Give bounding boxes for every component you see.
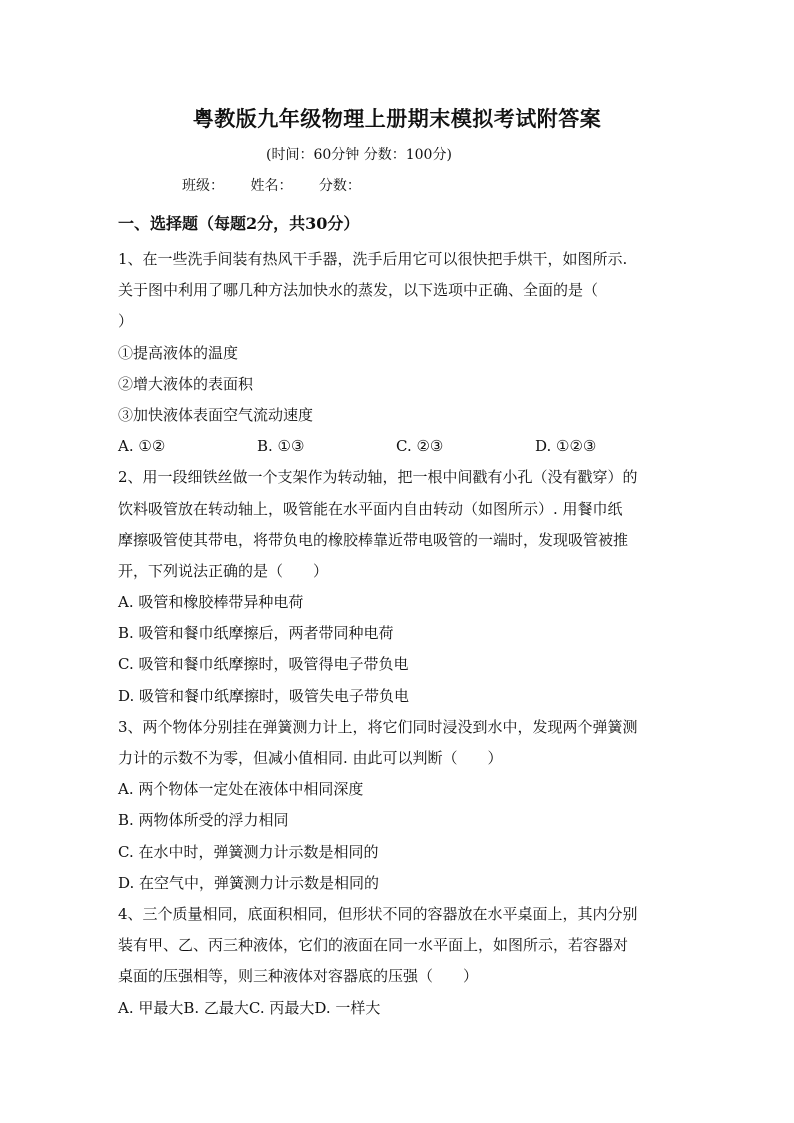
option-c: C. 吸管和餐巾纸摩擦时，吸管得电子带负电 (118, 655, 409, 674)
question-1-item: ①提高液体的温度 (118, 343, 239, 362)
option-c: C. ②③ (396, 437, 444, 456)
question-4-options: A. 甲最大B. 乙最大C. 丙最大D. 一样大 (118, 998, 381, 1017)
section-heading: 一、选择题（每题2分，共30分） (118, 214, 360, 233)
option-b: B. 两物体所受的浮力相同 (118, 811, 289, 830)
question-3-line: 力计的示数不为零，但减小值相同. 由此可以判断（ ） (118, 749, 503, 767)
question-2-line: 饮料吸管放在转动轴上，吸管能在水平面内自由转动（如图所示）. 用餐巾纸 (118, 499, 623, 518)
question-1-line: 1、在一些洗手间装有热风干手器，洗手后用它可以很快把手烘干，如图所示. (118, 250, 628, 268)
option-b: B. ①③ (257, 437, 305, 456)
question-1-options (118, 431, 678, 462)
student-info-row (182, 175, 383, 195)
page-title: 粤教版九年级物理上册期末模拟考试附答案 (192, 106, 602, 131)
question-1-line: ） (118, 312, 134, 331)
class-label: 班级： (182, 178, 224, 194)
question-2-line: 开，下列说法正确的是（ ） (118, 561, 329, 580)
option-d: D. 在空气中，弹簧测力计示数是相同的 (118, 873, 380, 892)
question-4-line: 桌面的压强相等，则三种液体对容器底的压强（ ） (118, 967, 479, 986)
option-d: D. ①②③ (535, 437, 597, 456)
option-a: A. 两个物体一定处在液体中相同深度 (118, 780, 364, 799)
question-4-line: 4、三个质量相同，底面积相同，但形状不同的容器放在水平桌面上，其内分别 (118, 904, 638, 923)
question-1-item: ②增大液体的表面积 (118, 374, 254, 393)
option-c: C. 在水中时，弹簧测力计示数是相同的 (118, 842, 379, 861)
option-a: A. 吸管和橡胶棒带异种电荷 (118, 593, 304, 612)
score-label: 分数： (318, 178, 361, 194)
question-1-line: 关于图中利用了哪几种方法加快水的蒸发，以下选项中正确、全面的是（ (118, 281, 599, 300)
question-1-item: ③加快液体表面空气流动速度 (118, 405, 314, 424)
question-4-line: 装有甲、乙、丙三种液体，它们的液面在同一水平面上，如图所示，若容器对 (118, 936, 629, 955)
question-3-line: 3、两个物体分别挂在弹簧测力计上，将它们同时浸没到水中，发现两个弹簧测 (118, 717, 638, 736)
option-b: B. 吸管和餐巾纸摩擦后，两者带同种电荷 (118, 624, 394, 643)
question-2-line: 摩擦吸管使其带电，将带负电的橡胶棒靠近带电吸管的一端时，发现吸管被推 (118, 530, 629, 549)
option-d: D. 吸管和餐巾纸摩擦时，吸管失电子带负电 (118, 686, 410, 705)
exam-time-score: (时间：60分钟 分数：100分) (266, 147, 452, 163)
question-2-line: 2、用一段细铁丝做一个支架作为转动轴，把一根中间戳有小孔（没有戳穿）的 (118, 468, 638, 487)
name-label: 姓名： (250, 178, 293, 194)
option-a: A. ①② (118, 437, 166, 456)
questions (118, 244, 678, 1024)
